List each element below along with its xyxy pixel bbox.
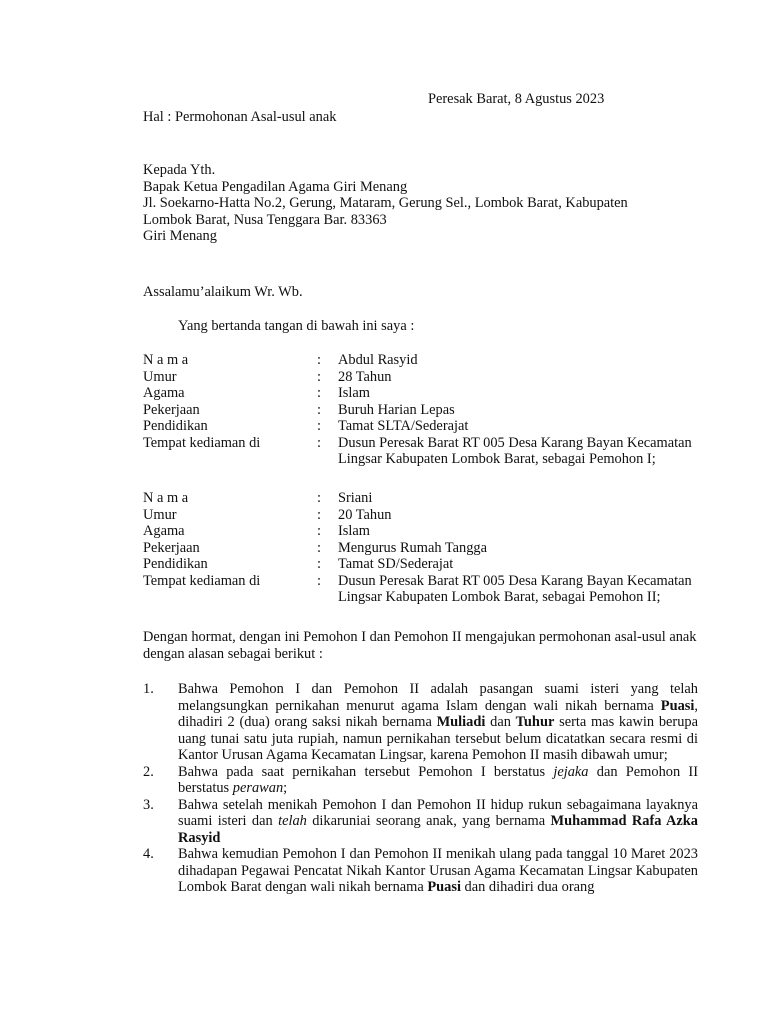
reasons-list bbox=[143, 681, 698, 896]
field-label: Pendidikan bbox=[143, 418, 208, 434]
item-text bbox=[178, 797, 698, 847]
colon: : bbox=[317, 523, 321, 539]
field-label: N a m a bbox=[143, 352, 189, 368]
field-value: Buruh Harian Lepas bbox=[338, 401, 455, 418]
item-text bbox=[178, 846, 698, 896]
place-date: Peresak Barat, 8 Agustus 2023 bbox=[428, 91, 605, 107]
italic-text: perawan bbox=[232, 780, 284, 796]
field-label: Umur bbox=[143, 368, 177, 385]
colon: : bbox=[317, 434, 321, 451]
identity-row bbox=[143, 507, 718, 524]
intro-sentence: Yang bertanda tangan di bawah ini saya : bbox=[178, 318, 415, 334]
field-value: Islam bbox=[338, 523, 370, 539]
colon: : bbox=[317, 572, 321, 589]
field-label: Tempat kediaman di bbox=[143, 434, 261, 451]
colon: : bbox=[317, 556, 321, 572]
field-value: 20 Tahun bbox=[338, 506, 392, 523]
italic-text: jejaka bbox=[553, 763, 589, 780]
colon: : bbox=[317, 368, 321, 385]
identity-row bbox=[143, 435, 718, 468]
identity-row bbox=[143, 573, 718, 606]
bold-text: Muhammad Rafa Azka Rasyid bbox=[178, 813, 698, 846]
recipient-line: Kepada Yth. bbox=[143, 162, 216, 178]
text-run: dan Pemohon II berstatus bbox=[178, 763, 698, 796]
identity-row bbox=[143, 490, 718, 507]
text-run: dan dihadiri dua orang bbox=[460, 879, 595, 895]
text-run: , dihadiri 2 (dua) orang saksi nikah bernama bbox=[178, 697, 698, 730]
field-value: Islam bbox=[338, 385, 370, 401]
field-label: Pendidikan bbox=[143, 556, 208, 572]
applicant-1-identity bbox=[143, 352, 718, 468]
text-run: Bahwa setelah menikah Pemohon I dan Pemohon II hidup rukun sebagaimana layaknya suami isteri dan bbox=[178, 796, 698, 829]
opening-paragraph: Dengan hormat, dengan ini Pemohon I dan Pemohon II mengajukan permohonan asal-usul anak dengan alasan sebagai berikut : bbox=[143, 629, 697, 662]
recipient-line: Lombok Barat, Nusa Tenggara Bar. 83363 bbox=[143, 211, 387, 228]
text-run: Bahwa Pemohon I dan Pemohon II adalah pasangan suami isteri yang telah melangsungkan pernikahan menurut agama Islam dengan wali nikah bernama bbox=[178, 681, 698, 714]
greeting: Assalamu’alaikum Wr. Wb. bbox=[143, 284, 303, 300]
field-value: Tamat SD/Sederajat bbox=[338, 556, 454, 572]
field-value: Mengurus Rumah Tangga bbox=[338, 539, 488, 556]
identity-row bbox=[143, 352, 718, 369]
colon: : bbox=[317, 385, 321, 401]
field-label: Tempat kediaman di bbox=[143, 572, 261, 589]
text-run: dikaruniai seorang anak, yang bernama bbox=[306, 813, 551, 829]
field-label: Pekerjaan bbox=[143, 401, 200, 418]
recipient-block bbox=[143, 162, 628, 245]
identity-row bbox=[143, 418, 718, 435]
reason-item bbox=[143, 681, 698, 764]
field-value: Abdul Rasyid bbox=[338, 352, 418, 368]
text-run: dan bbox=[485, 714, 516, 730]
item-number: 2. bbox=[143, 763, 154, 780]
field-label: N a m a bbox=[143, 490, 189, 506]
reason-item bbox=[143, 846, 698, 896]
recipient-line: Jl. Soekarno-Hatta No.2, Gerung, Mataram, Gerung Sel., Lombok Barat, Kabupaten bbox=[143, 195, 628, 211]
item-text bbox=[178, 681, 698, 764]
bold-text: Puasi bbox=[427, 879, 461, 895]
item-text bbox=[178, 764, 698, 797]
applicant-2-identity bbox=[143, 490, 718, 606]
identity-row bbox=[143, 556, 718, 573]
bold-text: Puasi bbox=[660, 697, 695, 714]
identity-row bbox=[143, 385, 718, 402]
field-label: Umur bbox=[143, 506, 177, 523]
identity-row bbox=[143, 369, 718, 386]
field-value: 28 Tahun bbox=[338, 368, 392, 385]
bold-text: Muliadi bbox=[436, 714, 486, 730]
item-number: 1. bbox=[143, 681, 154, 697]
recipient-line: Bapak Ketua Pengadilan Agama Giri Menang bbox=[143, 178, 408, 195]
field-label: Agama bbox=[143, 385, 185, 401]
colon: : bbox=[317, 506, 321, 523]
item-number: 4. bbox=[143, 846, 154, 862]
item-number: 3. bbox=[143, 796, 154, 813]
field-value: Dusun Peresak Barat RT 005 Desa Karang Bayan Kecamatan Lingsar Kabupaten Lombok Barat, sebagai Pemohon II; bbox=[338, 572, 692, 605]
field-value: Dusun Peresak Barat RT 005 Desa Karang Bayan Kecamatan Lingsar Kabupaten Lombok Barat, sebagai Pemohon I; bbox=[338, 434, 692, 467]
italic-text: telah bbox=[278, 813, 307, 829]
text-run: Bahwa pada saat pernikahan tersebut Pemohon I berstatus bbox=[178, 763, 554, 780]
colon: : bbox=[317, 352, 321, 368]
text-run: Bahwa kemudian Pemohon I dan Pemohon II menikah ulang pada tanggal 10 Maret 2023 dihadapan Pegawai Pencatat Nikah Kantor Urusan Agama Kecamatan Lingsar Kabupaten Lombok Barat dengan wali nikah bernama bbox=[178, 846, 698, 895]
colon: : bbox=[317, 539, 321, 556]
identity-row bbox=[143, 540, 718, 557]
colon: : bbox=[317, 418, 321, 434]
bold-text: Tuhur bbox=[515, 714, 555, 730]
field-label: Pekerjaan bbox=[143, 539, 200, 556]
field-label: Agama bbox=[143, 523, 185, 539]
field-value: Tamat SLTA/Sederajat bbox=[338, 418, 469, 434]
identity-row bbox=[143, 523, 718, 540]
field-value: Sriani bbox=[338, 490, 373, 506]
recipient-line: Giri Menang bbox=[143, 228, 217, 244]
identity-row bbox=[143, 402, 718, 419]
reason-item bbox=[143, 797, 698, 847]
text-run: ; bbox=[283, 780, 288, 796]
letter-subject: Hal : Permohonan Asal-usul anak bbox=[143, 109, 337, 125]
colon: : bbox=[317, 401, 321, 418]
reason-item bbox=[143, 764, 698, 797]
text-run: serta mas kawin berupa uang tunai satu juta rupiah, namun pernikahan tersebut belum dicatatkan secara resmi di Kantor Urusan Agama Kecamatan Lingsar, karena Pemohon II masih dibawah umur; bbox=[178, 714, 698, 763]
colon: : bbox=[317, 490, 321, 506]
